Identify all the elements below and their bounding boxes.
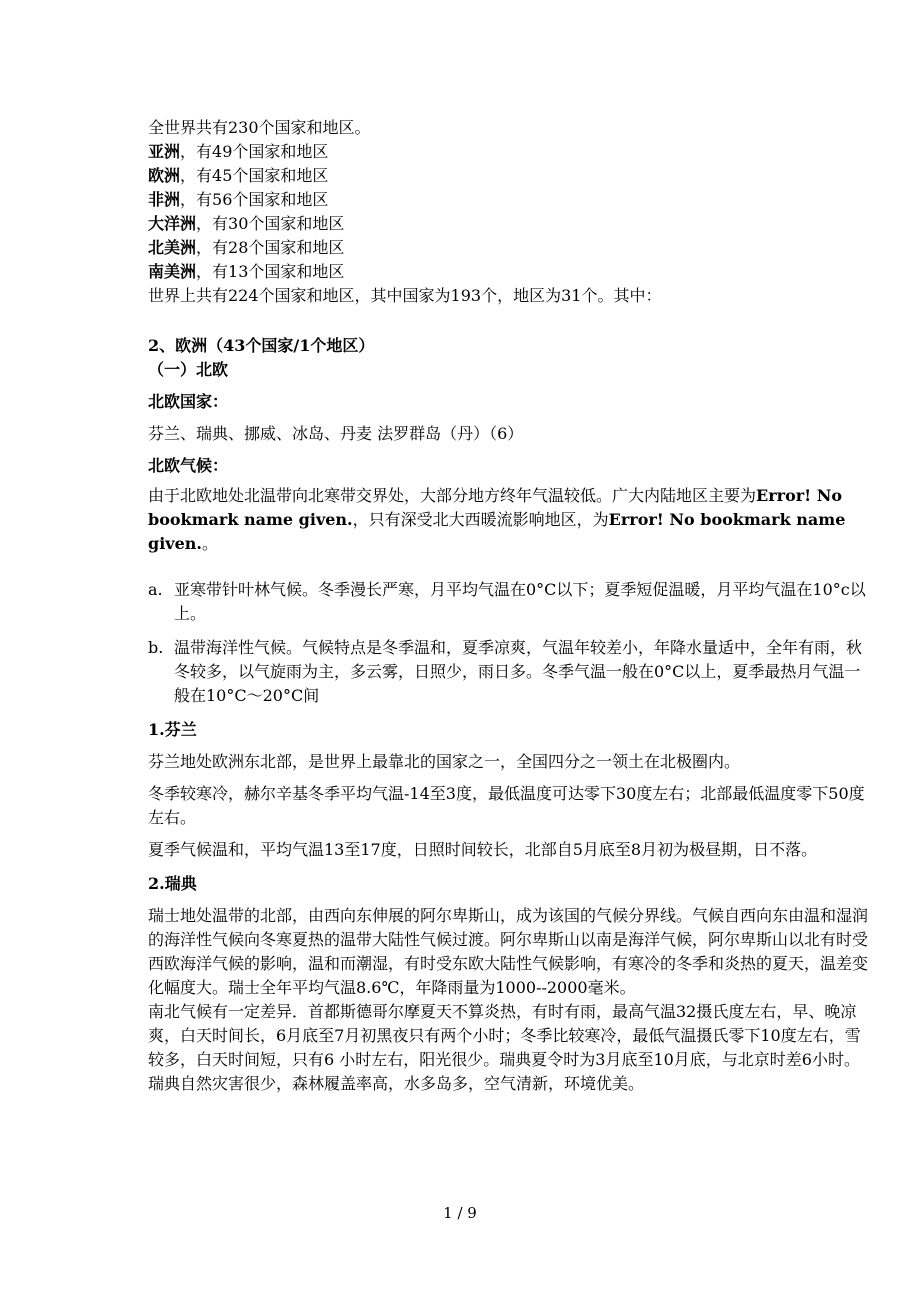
continent-line (148, 164, 868, 188)
continent-count: ，有45个国家和地区 (180, 166, 329, 185)
list-text: 温带海洋性气候。气候特点是冬季温和，夏季凉爽，气温年较差小，年降水量适中，全年有雨，秋冬较多，以气旋雨为主，多云雾，日照少，雨日多。冬季气温一般在0°C以上，夏季最热月气温一般在10°C～20°C间 (174, 638, 863, 705)
continent-count: ，有13个国家和地区 (196, 262, 345, 281)
list-item (148, 636, 868, 708)
continent-line (148, 188, 868, 212)
climate-label: 北欧气候： (148, 456, 229, 475)
bookmark-error-2: Error! No bookmark name given. (148, 510, 846, 553)
finland-heading: 1.芬兰 (148, 720, 197, 739)
continent-line (148, 236, 868, 260)
continent-name: 南美洲 (148, 262, 197, 281)
continent-line (148, 260, 868, 284)
list-marker: b. (148, 638, 164, 657)
continent-count: ，有30个国家和地区 (196, 214, 345, 233)
climate-paragraph (148, 484, 868, 556)
list-text: 亚寒带针叶林气候。冬季漫长严寒，月平均气温在0°C以下；夏季短促温暖，月平均气温在10°c以上。 (174, 580, 866, 623)
list-item (148, 578, 868, 626)
continent-name: 亚洲 (148, 142, 181, 161)
continent-count: ，有56个国家和地区 (180, 190, 329, 209)
continent-name: 非洲 (148, 190, 181, 209)
continent-line (148, 212, 868, 236)
finland-paragraph: 冬季较寒冷，赫尔辛基冬季平均气温-14至3度，最低温度可达零下30度左右；北部最低温度零下50度左右。 (148, 784, 865, 827)
countries-label: 北欧国家： (148, 392, 229, 411)
finland-paragraph: 芬兰地处欧洲东北部，是世界上最靠北的国家之一，全国四分之一领土在北极圈内。 (148, 752, 741, 771)
sweden-paragraph: 南北气候有一定差异．首都斯德哥尔摩夏天不算炎热，有时有雨，最高气温32摄氏度左右，早、晚凉爽，白天时间长，6月底至7月初黑夜只有两个小时；冬季比较寒冷，最低气温摄氏零下10度左右，雪较多，白天时间短，只有6 小时左右，阳光很少。瑞典夏令时为3月底至10月底，与北京时差6小时。瑞典自然灾害很少，森林履盖率高，水多岛多，空气清新，环境优美。 (148, 1002, 861, 1093)
intro-summary: 世界上共有224个国家和地区，其中国家为193个，地区为31个。其中： (148, 286, 662, 305)
climate-text-1: 由于北欧地处北温带向北寒带交界处，大部分地方终年气温较低。广大内陆地区主要为 (148, 486, 757, 505)
list-marker: a. (148, 580, 163, 599)
intro-total: 全世界共有230个国家和地区。 (148, 118, 371, 137)
climate-text-3: 。 (201, 534, 218, 553)
sweden-heading: 2.瑞典 (148, 874, 197, 893)
northern-europe-subheading: （一）北欧 (148, 360, 229, 379)
continent-name: 大洋洲 (148, 214, 197, 233)
document-page (148, 116, 868, 1096)
continent-name: 北美洲 (148, 238, 197, 257)
climate-text-2: ，只有深受北大西暖流影响地区，为 (352, 510, 609, 529)
countries-list: 芬兰、瑞典、挪威、冰岛、丹麦 法罗群岛（丹）（6） (148, 424, 524, 443)
bookmark-error-1: Error! No bookmark name given. (148, 486, 843, 529)
continent-name: 欧洲 (148, 166, 181, 185)
finland-paragraph: 夏季气候温和，平均气温13至17度，日照时间较长，北部自5月底至8月初为极昼期，日不落。 (148, 840, 818, 859)
sweden-paragraph: 瑞士地处温带的北部，由西向东伸展的阿尔卑斯山，成为该国的气候分界线。气候自西向东由温和湿润的海洋性气候向冬寒夏热的温带大陆性气候过渡。阿尔卑斯山以南是海洋气候，阿尔卑斯山以北有时受西欧海洋气候的影响，温和而潮湿，有时受东欧大陆性气候影响，有寒冷的冬季和炎热的夏天，温差变化幅度大。瑞士全年平均气温8.6℃，年降雨量为1000--2000毫米。 (148, 906, 869, 997)
continent-line (148, 140, 868, 164)
europe-heading: 2、欧洲（43个国家/1个地区） (148, 336, 375, 355)
continent-count: ，有28个国家和地区 (196, 238, 345, 257)
page-number: 1 / 9 (443, 1204, 477, 1222)
continent-count: ，有49个国家和地区 (180, 142, 329, 161)
